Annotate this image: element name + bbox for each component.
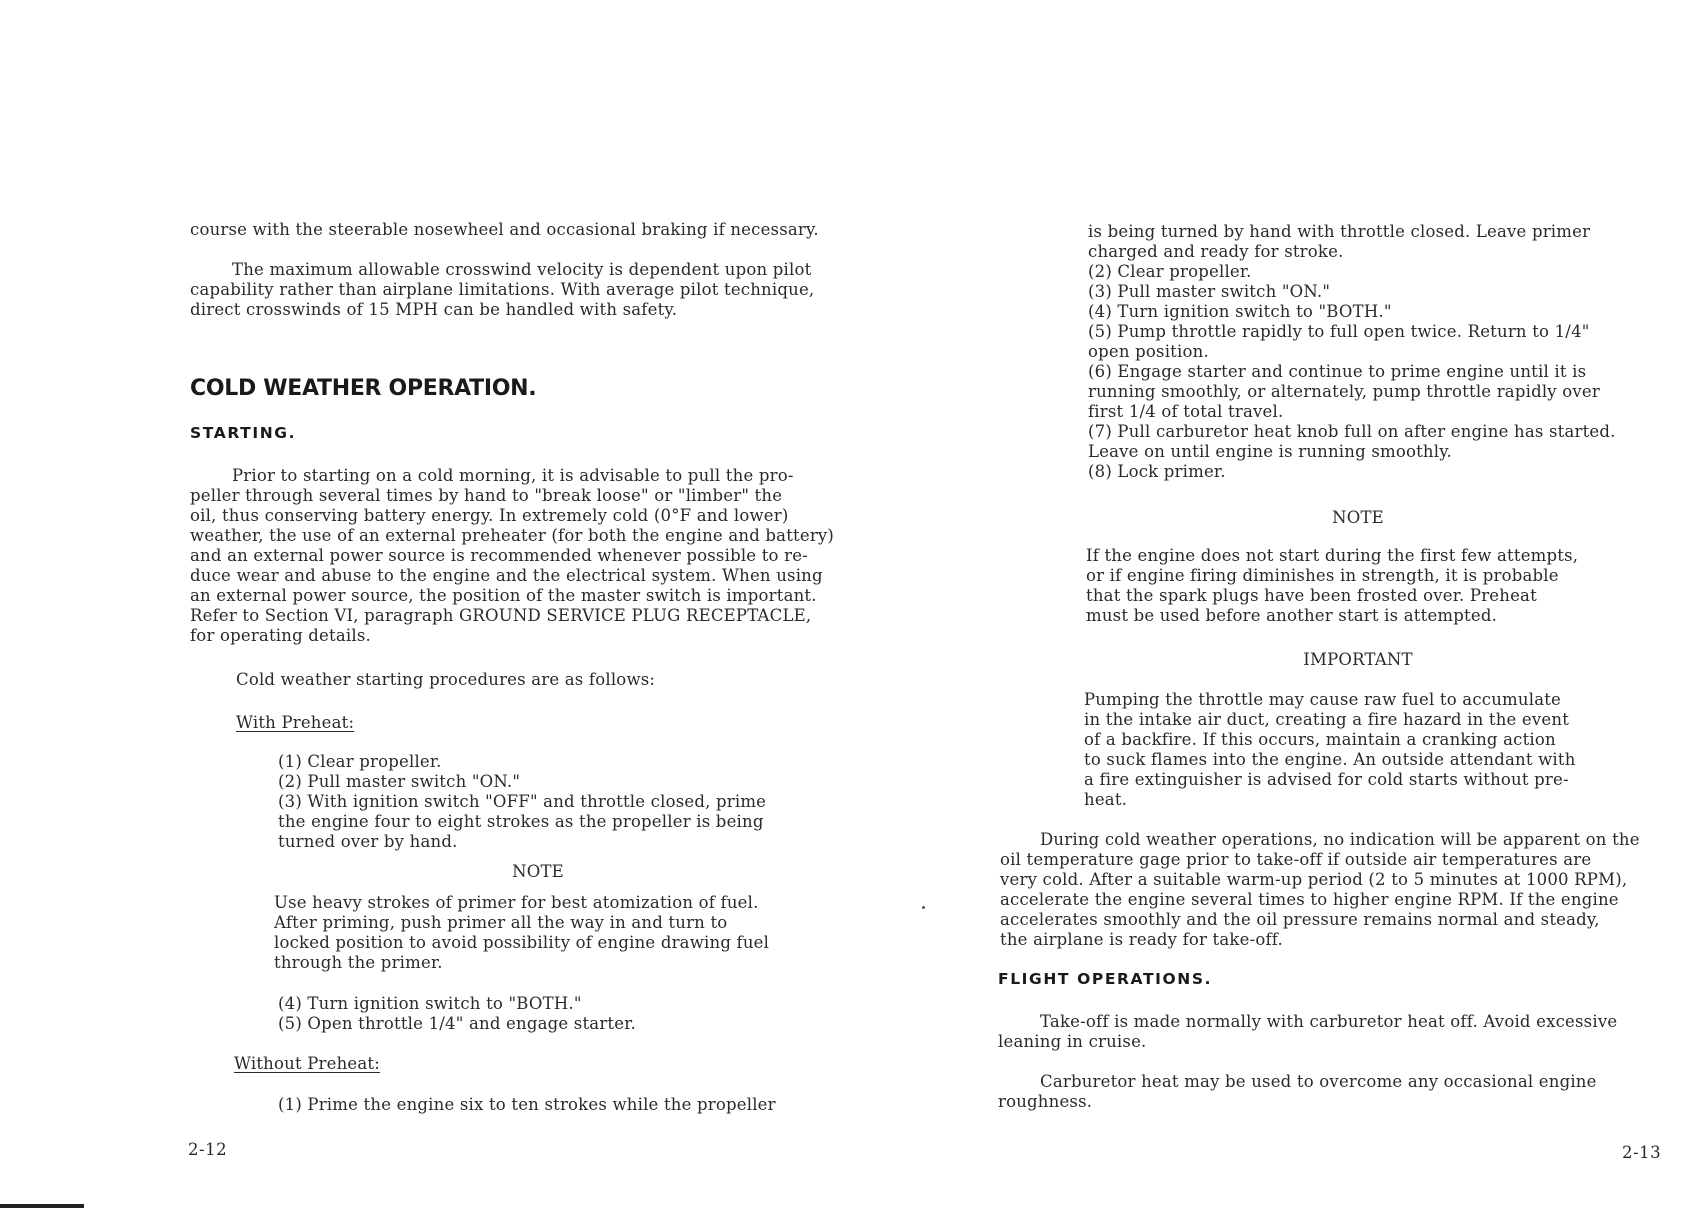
text-line: in the intake air duct, creating a fire hazard in the event [1084, 710, 1570, 729]
text-line: duce wear and abuse to the engine and the electrical system. When using [190, 566, 823, 585]
important-title: IMPORTANT [1303, 650, 1413, 669]
step-line: (3) Pull master switch "ON." [1088, 282, 1331, 301]
text-line: accelerates smoothly and the oil pressure remains normal and steady, [1000, 910, 1600, 929]
text-line: an external power source, the position of the master switch is important. [190, 586, 817, 605]
text-line: Prior to starting on a cold morning, it is advisable to pull the pro- [232, 466, 794, 485]
text-line: leaning in cruise. [998, 1032, 1147, 1051]
text-line: for operating details. [190, 626, 371, 645]
step-line: Leave on until engine is running smoothly. [1088, 442, 1453, 461]
step-line: is being turned by hand with throttle closed. Leave primer [1088, 222, 1591, 241]
scan-speck [922, 906, 925, 909]
step-line: (7) Pull carburetor heat knob full on after engine has started. [1088, 422, 1616, 441]
step-line: (4) Turn ignition switch to "BOTH." [1088, 302, 1392, 321]
right-page [860, 0, 1682, 1224]
text-line: to suck flames into the engine. An outside attendant with [1084, 750, 1576, 769]
with-preheat-steps-cont [278, 994, 636, 1034]
note-text [274, 893, 769, 973]
text-line: and an external power source is recommended whenever possible to re- [190, 546, 808, 565]
step-line: open position. [1088, 342, 1209, 361]
carb-heat-paragraph [998, 1072, 1597, 1112]
step-line: turned over by hand. [278, 832, 458, 851]
text-line: the airplane is ready for take-off. [1000, 930, 1283, 949]
step-line: (2) Pull master switch "ON." [278, 772, 521, 791]
step-line: (5) Pump throttle rapidly to full open twice. Return to 1/4" [1088, 322, 1590, 341]
section-heading: COLD WEATHER OPERATION. [190, 376, 537, 401]
text-line: that the spark plugs have been frosted over. Preheat [1086, 586, 1537, 605]
text-line: Refer to Section VI, paragraph GROUND SERVICE PLUG RECEPTACLE, [190, 606, 812, 625]
text-line: must be used before another start is attempted. [1086, 606, 1498, 625]
step-line: running smoothly, or alternately, pump throttle rapidly over [1088, 382, 1600, 401]
cold-ops-paragraph [1000, 830, 1640, 950]
important-text [1084, 690, 1576, 810]
note-title: NOTE [1332, 508, 1384, 527]
takeoff-paragraph [998, 1012, 1617, 1052]
note-text [1086, 546, 1578, 626]
text-line: The maximum allowable crosswind velocity is dependent upon pilot [232, 260, 812, 279]
starting-paragraph [190, 466, 834, 646]
without-preheat-step: (1) Prime the engine six to ten strokes while the propeller [278, 1095, 776, 1114]
with-preheat-steps [278, 752, 766, 852]
page-number-right: 2-13 [1622, 1143, 1662, 1162]
continued-steps [1088, 222, 1616, 482]
text-line: If the engine does not start during the first few attempts, [1086, 546, 1579, 565]
without-preheat-label: Without Preheat: [234, 1054, 381, 1073]
text-line: through the primer. [274, 953, 443, 972]
text-line: oil, thus conserving battery energy. In extremely cold (0°F and lower) [190, 506, 789, 525]
scan-edge-mark [0, 1204, 84, 1208]
step-line: first 1/4 of total travel. [1088, 402, 1284, 421]
text-line: During cold weather operations, no indication will be apparent on the [1040, 830, 1640, 849]
with-preheat-label: With Preheat: [236, 713, 355, 732]
text-line: oil temperature gage prior to take-off if outside air temperatures are [1000, 850, 1592, 869]
text-line: locked position to avoid possibility of engine drawing fuel [274, 933, 770, 952]
text-line: or if engine firing diminishes in strength, it is probable [1086, 566, 1559, 585]
step-line: (3) With ignition switch "OFF" and throttle closed, prime [278, 792, 767, 811]
text-line: Use heavy strokes of primer for best atomization of fuel. [274, 893, 759, 912]
note-title: NOTE [512, 862, 564, 881]
step-line: (8) Lock primer. [1088, 462, 1226, 481]
text-line: After priming, push primer all the way in and turn to [274, 913, 728, 932]
crosswind-paragraph [190, 260, 814, 320]
text-line: very cold. After a suitable warm-up period (2 to 5 minutes at 1000 RPM), [1000, 870, 1628, 889]
text-line: capability rather than airplane limitations. With average pilot technique, [190, 280, 815, 299]
text-line: a fire extinguisher is advised for cold starts without pre- [1084, 770, 1569, 789]
text-line: direct crosswinds of 15 MPH can be handled with safety. [190, 300, 678, 319]
flight-ops-heading: FLIGHT OPERATIONS. [998, 970, 1213, 988]
step-line: (6) Engage starter and continue to prime engine until it is [1088, 362, 1587, 381]
text-line: Carburetor heat may be used to overcome any occasional engine [1040, 1072, 1597, 1091]
text-line: weather, the use of an external preheater (for both the engine and battery) [190, 526, 835, 545]
step-line: (1) Clear propeller. [278, 752, 442, 771]
subheading-starting: STARTING. [190, 424, 297, 442]
text-line: heat. [1084, 790, 1128, 809]
text-line: of a backfire. If this occurs, maintain a cranking action [1084, 730, 1556, 749]
step-line: charged and ready for stroke. [1088, 242, 1344, 261]
text-line: Pumping the throttle may cause raw fuel to accumulate [1084, 690, 1562, 709]
page-number-left: 2-12 [188, 1140, 228, 1159]
text-line: accelerate the engine several times to higher engine RPM. If the engine [1000, 890, 1619, 909]
step-line: (4) Turn ignition switch to "BOTH." [278, 994, 582, 1013]
text-line: Take-off is made normally with carburetor heat off. Avoid excessive [1040, 1012, 1618, 1031]
step-line: the engine four to eight strokes as the propeller is being [278, 812, 764, 831]
continued-text: course with the steerable nosewheel and occasional braking if necessary. [190, 220, 819, 239]
step-line: (5) Open throttle 1/4" and engage starter. [278, 1014, 636, 1033]
procedures-intro: Cold weather starting procedures are as follows: [236, 670, 656, 689]
text-line: roughness. [998, 1092, 1093, 1111]
step-line: (2) Clear propeller. [1088, 262, 1252, 281]
text-line: peller through several times by hand to "break loose" or "limber" the [190, 486, 783, 505]
